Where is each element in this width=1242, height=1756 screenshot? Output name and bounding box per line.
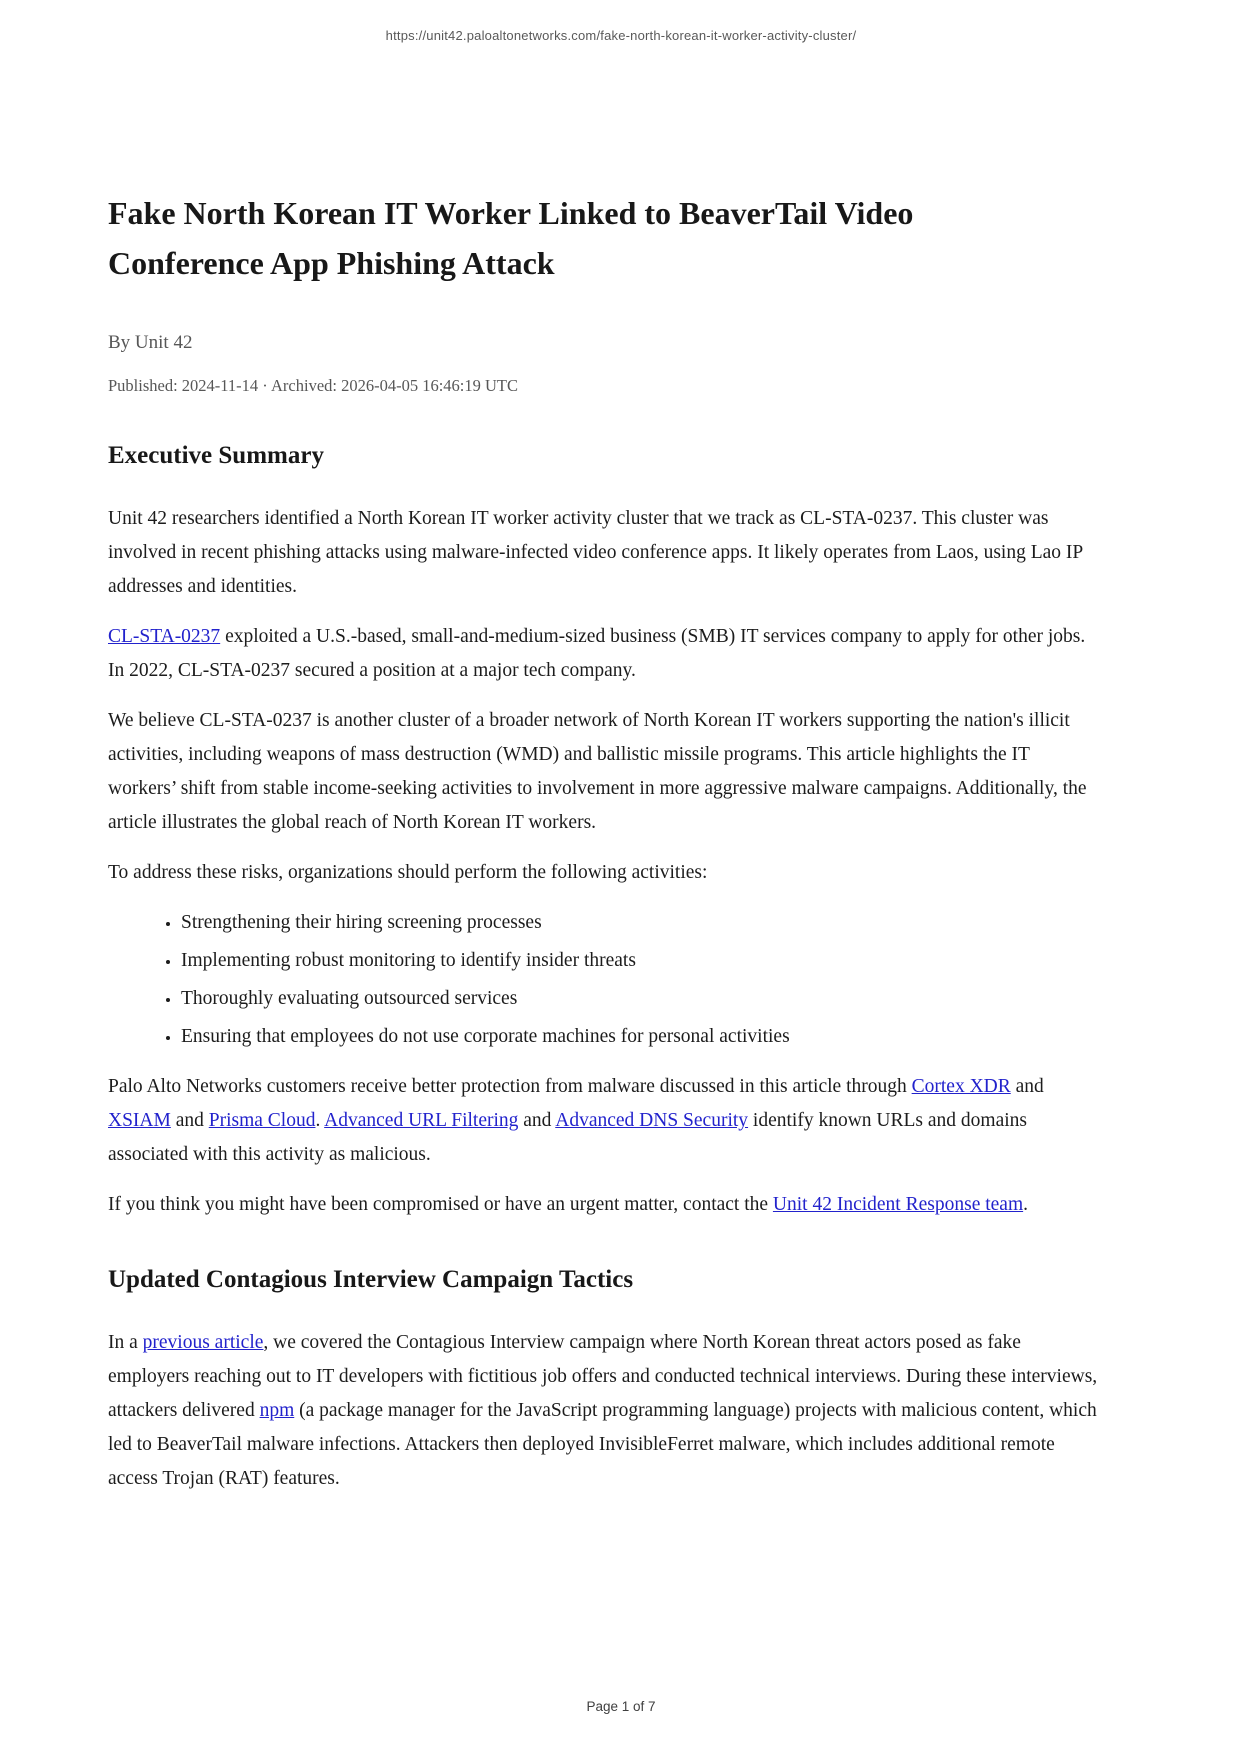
- inline-link[interactable]: Advanced DNS Security: [555, 1110, 749, 1131]
- paragraph: Palo Alto Networks customers receive better protection from malware discussed in this article through Cortex XDR and XSIAM and Prisma Cloud. Advanced URL Filtering and Advanced DNS Security identify known URLs and domains associated with this activity as malicious.: [108, 1076, 1044, 1165]
- section-heading: Updated Contagious Interview Campaign Tactics: [108, 1266, 634, 1293]
- list-item: • Strengthening their hiring screening processes: [181, 906, 1100, 940]
- paragraph: CL-STA-0237 exploited a U.S.-based, small-and-medium-sized business (SMB) IT services company to apply for other jobs. In 2022, CL-STA-0237 secured a position at a major tech company.: [108, 626, 1086, 681]
- list-item: • Thoroughly evaluating outsourced services: [181, 982, 1100, 1016]
- inline-link[interactable]: XSIAM: [108, 1110, 171, 1131]
- inline-link[interactable]: npm: [259, 1400, 295, 1421]
- inline-link[interactable]: Unit 42 Incident Response team: [772, 1194, 1024, 1215]
- page-indicator: Page 1 of 7: [586, 1699, 656, 1714]
- publish-archive-meta: Published: 2024-11-14 · Archived: 2026-04-05 16:46:19 UTC: [108, 376, 519, 395]
- list-item: • Implementing robust monitoring to identify insider threats: [181, 944, 1100, 978]
- byline: By Unit 42: [108, 332, 193, 353]
- page-title: Fake North Korean IT Worker Linked to BeaverTail Video Conference App Phishing Attack: [108, 195, 914, 281]
- article-body: [108, 442, 1100, 1496]
- source-url: https://unit42.paloaltonetworks.com/fake-north-korean-it-worker-activity-cluster/: [385, 28, 857, 43]
- inline-link[interactable]: previous article: [142, 1332, 264, 1353]
- section-heading: Executive Summary: [108, 442, 324, 469]
- list-item: • Ensuring that employees do not use corporate machines for personal activities: [181, 1020, 1100, 1054]
- inline-link[interactable]: Advanced URL Filtering: [324, 1110, 519, 1131]
- inline-link[interactable]: CL-STA-0237: [108, 626, 221, 647]
- paragraph: If you think you might have been compromised or have an urgent matter, contact the Unit 42 Incident Response team.: [108, 1194, 1028, 1215]
- paragraph: We believe CL-STA-0237 is another cluster of a broader network of North Korean IT workers supporting the nation's illicit activities, including weapons of mass destruction (WMD) and ballistic missile programs. This article highlights the IT workers’ shift from stable income-seeking activities to involvement in more aggressive malware campaigns. Additionally, the article illustrates the global reach of North Korean IT workers.: [108, 710, 1087, 833]
- inline-link[interactable]: Cortex XDR: [911, 1076, 1011, 1097]
- paragraph: To address these risks, organizations should perform the following activities:: [108, 862, 708, 883]
- paragraph: In a previous article, we covered the Contagious Interview campaign where North Korean threat actors posed as fake employers reaching out to IT developers with fictitious job offers and conducted technical interviews. During these interviews, attackers delivered npm (a package manager for the JavaScript programming language) projects with malicious content, which led to BeaverTail malware infections. Attackers then deployed InvisibleFerret malware, which includes additional remote access Trojan (RAT) features.: [108, 1332, 1098, 1489]
- paragraph: Unit 42 researchers identified a North Korean IT worker activity cluster that we track as CL-STA-0237. This cluster was involved in recent phishing attacks using malware-infected video conference apps. It likely operates from Laos, using Lao IP addresses and identities.: [108, 508, 1083, 597]
- inline-link[interactable]: Prisma Cloud: [208, 1110, 316, 1131]
- bullet-list: [108, 906, 1100, 1054]
- article: [108, 188, 1100, 1512]
